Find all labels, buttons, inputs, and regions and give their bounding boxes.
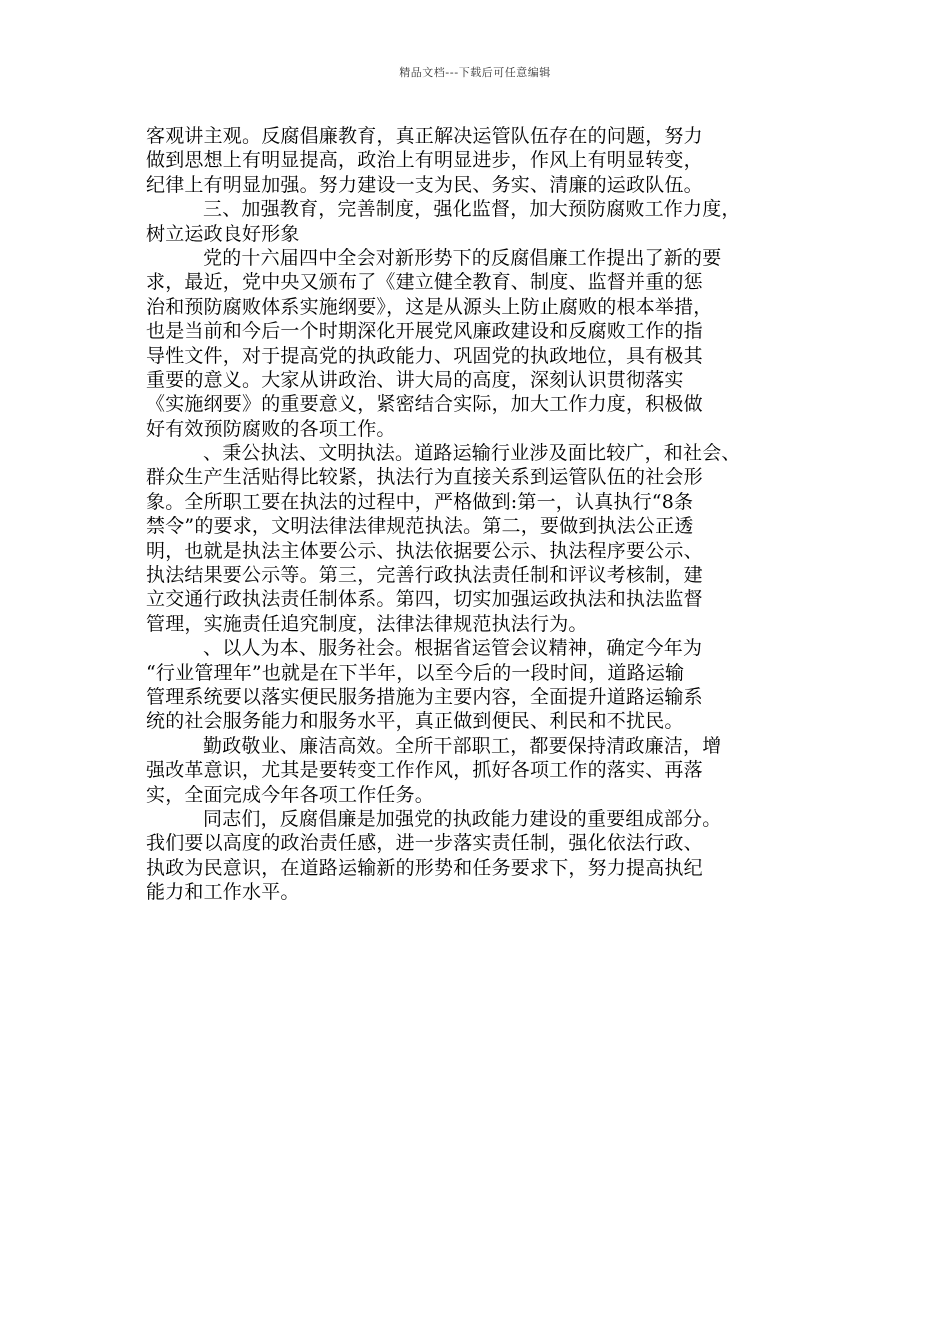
text-line: 同志们，反腐倡廉是加强党的执政能力建设的重要组成部分。 xyxy=(203,807,722,830)
document-body xyxy=(146,124,810,905)
text-line: 《实施纲要》的重要意义，紧密结合实际，加大工作力度，积极做 xyxy=(146,393,703,416)
text-line: 也是当前和今后一个时期深化开展党风廉政建设和反腐败工作的指 xyxy=(146,320,703,343)
page-header: 精品文档---下载后可任意编辑 xyxy=(399,66,551,79)
text-line: 管理系统要以落实便民服务措施为主要内容，全面提升道路运输系 xyxy=(146,685,703,708)
text-line: 群众生产生活贴得比较紧，执法行为直接关系到运管队伍的社会形 xyxy=(146,466,703,489)
text-line: 执政为民意识，在道路运输新的形势和任务要求下，努力提高执纪 xyxy=(146,856,703,879)
text-line: “行业管理年”也就是在下半年，以至今后的一段时间，道路运输 xyxy=(146,661,685,684)
text-line: 重要的意义。大家从讲政治、讲大局的高度，深刻认识贯彻落实 xyxy=(146,368,684,391)
text-line: 能力和工作水平。 xyxy=(146,881,300,904)
text-line: 实，全面完成今年各项工作任务。 xyxy=(146,783,435,806)
text-line: 禁令”的要求，文明法律法律规范执法。第二，要做到执法公正透 xyxy=(146,515,694,538)
text-line: 我们要以高度的政治责任感，进一步落实责任制，强化依法行政、 xyxy=(146,832,703,855)
text-line: 执法结果要公示等。第三，完善行政执法责任制和评议考核制，建 xyxy=(146,564,703,587)
text-line: 做到思想上有明显提高，政治上有明显进步，作风上有明显转变， xyxy=(146,149,703,172)
text-line: 纪律上有明显加强。努力建设一支为民、务实、清廉的运政队伍。 xyxy=(146,173,703,196)
text-line: 勤政敬业、廉洁高效。全所干部职工，都要保持清政廉洁，增 xyxy=(203,734,722,757)
text-line: 明，也就是执法主体要公示、执法依据要公示、执法程序要公示、 xyxy=(146,539,703,562)
text-line: 统的社会服务能力和服务水平，真正做到便民、利民和不扰民。 xyxy=(146,710,684,733)
text-line: 党的十六届四中全会对新形势下的反腐倡廉工作提出了新的要 xyxy=(203,246,722,269)
text-line: 求，最近，党中央又颁布了《建立健全教育、制度、监督并重的惩 xyxy=(146,271,703,294)
text-line: 立交通行政执法责任制体系。第四，切实加强运政执法和执法监督 xyxy=(146,588,703,611)
text-line: 强改革意识，尤其是要转变工作作风，抓好各项工作的落实、再落 xyxy=(146,759,703,782)
text-line: 治和预防腐败体系实施纲要》，这是从源头上防止腐败的根本举措， xyxy=(146,295,713,318)
text-line: 导性文件，对于提高党的执政能力、巩固党的执政地位，具有极其 xyxy=(146,344,703,367)
text-line: 好有效预防腐败的各项工作。 xyxy=(146,417,396,440)
text-line: 树立运政良好形象 xyxy=(146,222,300,245)
text-line: 象。全所职工要在执法的过程中，严格做到:第一，认真执行“8条 xyxy=(146,490,694,513)
text-line: 客观讲主观。反腐倡廉教育，真正解决运管队伍存在的问题，努力 xyxy=(146,125,703,147)
text-line: 三、加强教育，完善制度，强化监督，加大预防腐败工作力度， xyxy=(203,198,741,221)
text-line: 、以人为本、服务社会。根据省运管会议精神，确定今年为 xyxy=(203,637,703,660)
text-line: 、秉公执法、文明执法。道路运输行业涉及面比较广，和社会、 xyxy=(203,442,741,465)
text-line: 管理，实施责任追究制度，法律法律规范执法行为。 xyxy=(146,612,588,635)
